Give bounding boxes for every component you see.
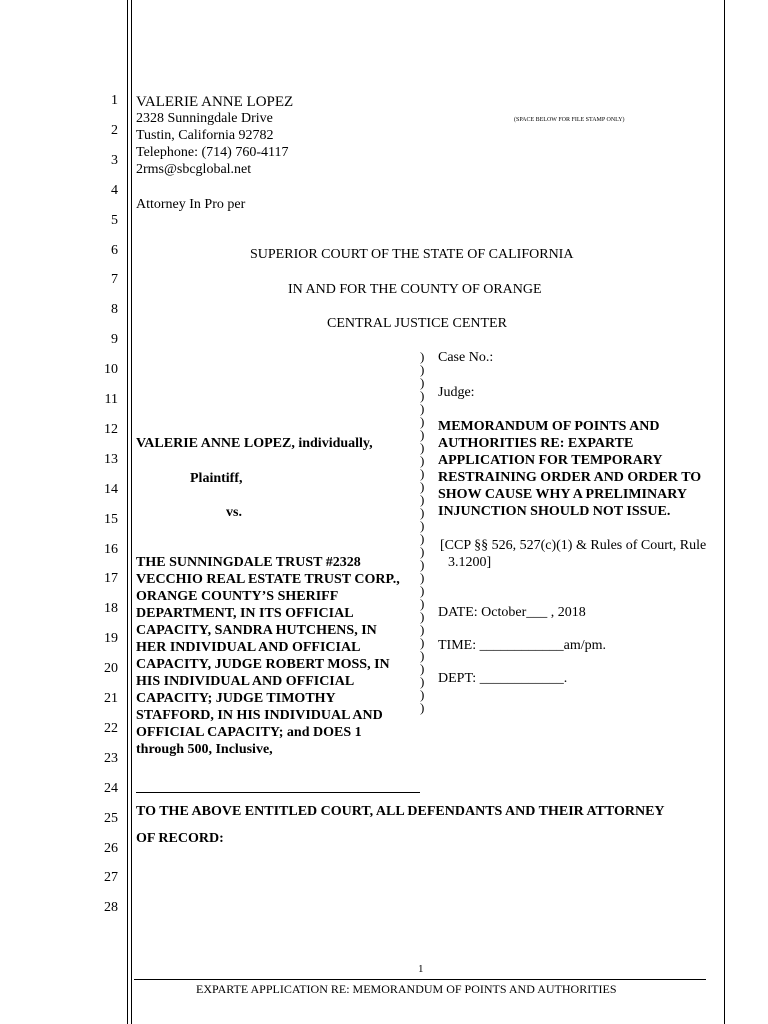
memorandum-title-line: RESTRAINING ORDER AND ORDER TO xyxy=(438,470,702,485)
hearing-time: TIME: ____________am/pm. xyxy=(438,638,606,653)
line-number: 10 xyxy=(104,362,118,377)
caption-paren: ) xyxy=(420,635,425,650)
caption-paren: ) xyxy=(420,505,425,520)
defendant-line: CAPACITY, SANDRA HUTCHENS, IN xyxy=(136,623,377,638)
line-number: 6 xyxy=(111,243,118,258)
memorandum-title-line: SHOW CAUSE WHY A PRELIMINARY xyxy=(438,487,687,502)
line-number: 28 xyxy=(104,900,118,915)
line-number: 18 xyxy=(104,601,118,616)
caption-paren: ) xyxy=(420,596,425,611)
line-number: 26 xyxy=(104,841,118,856)
court-county: IN AND FOR THE COUNTY OF ORANGE xyxy=(288,282,542,297)
hearing-dept: DEPT: ____________. xyxy=(438,671,568,686)
caption-paren: ) xyxy=(420,648,425,663)
defendant-line: through 500, Inclusive, xyxy=(136,742,273,757)
line-number: 25 xyxy=(104,811,118,826)
caption-paren: ) xyxy=(420,492,425,507)
line-number: 4 xyxy=(111,183,118,198)
line-number: 8 xyxy=(111,302,118,317)
address-line1: TO THE ABOVE ENTITLED COURT, ALL DEFENDANTS AND THEIR ATTORNEY xyxy=(136,804,665,819)
line-number: 9 xyxy=(111,332,118,347)
attorney-name: VALERIE ANNE LOPEZ xyxy=(136,94,294,110)
line-number: 12 xyxy=(104,422,118,437)
court-name: SUPERIOR COURT OF THE STATE OF CALIFORNIA xyxy=(250,247,574,262)
line-number: 14 xyxy=(104,482,118,497)
defendant-line: HER INDIVIDUAL AND OFFICIAL xyxy=(136,640,361,655)
caption-paren: ) xyxy=(420,466,425,481)
address-line2: OF RECORD: xyxy=(136,831,224,846)
caption-paren: ) xyxy=(420,674,425,689)
defendant-line: CAPACITY; JUDGE TIMOTHY xyxy=(136,691,336,706)
defendant-line: STAFFORD, IN HIS INDIVIDUAL AND xyxy=(136,708,383,723)
caption-paren: ) xyxy=(420,362,425,377)
file-stamp-note: (SPACE BELOW FOR FILE STAMP ONLY) xyxy=(514,117,625,123)
line-number: 5 xyxy=(111,213,118,228)
judge-label: Judge: xyxy=(438,385,475,400)
line-number: 1 xyxy=(111,93,118,108)
line-number: 19 xyxy=(104,631,118,646)
plaintiff-label: Plaintiff, xyxy=(190,471,243,486)
line-number: 22 xyxy=(104,721,118,736)
memorandum-title-line: AUTHORITIES RE: EXPARTE xyxy=(438,436,634,451)
ccp-citation-line2: 3.1200] xyxy=(448,555,492,570)
caption-paren: ) xyxy=(420,518,425,533)
caption-paren: ) xyxy=(420,427,425,442)
caption-paren: ) xyxy=(420,531,425,546)
ccp-citation-line1: [CCP §§ 526, 527(c)(1) & Rules of Court, Rule xyxy=(440,538,707,553)
line-number: 3 xyxy=(111,153,118,168)
caption-paren: ) xyxy=(420,349,425,364)
memorandum-title-line: APPLICATION FOR TEMPORARY xyxy=(438,453,663,468)
left-margin-rule-outer xyxy=(127,0,128,1024)
left-margin-rule-inner xyxy=(131,0,132,1024)
caption-paren: ) xyxy=(420,609,425,624)
caption-paren: ) xyxy=(420,414,425,429)
line-number: 23 xyxy=(104,751,118,766)
plaintiff-name: VALERIE ANNE LOPEZ, individually, xyxy=(136,436,373,451)
line-number: 20 xyxy=(104,661,118,676)
line-number: 2 xyxy=(111,123,118,138)
attorney-address-line1: 2328 Sunningdale Drive xyxy=(136,111,273,126)
caption-paren: ) xyxy=(420,687,425,702)
defendant-line: OFFICIAL CAPACITY; and DOES 1 xyxy=(136,725,362,740)
caption-bottom-rule xyxy=(136,792,420,793)
line-number: 7 xyxy=(111,272,118,287)
defendant-line: VECCHIO REAL ESTATE TRUST CORP., xyxy=(136,572,400,587)
case-number-label: Case No.: xyxy=(438,350,494,365)
defendant-line: ORANGE COUNTY’S SHERIFF xyxy=(136,589,339,604)
footer-title: EXPARTE APPLICATION RE: MEMORANDUM OF POINTS AND AUTHORITIES xyxy=(196,982,617,996)
attorney-role: Attorney In Pro per xyxy=(136,197,246,212)
caption-paren: ) xyxy=(420,401,425,416)
footer-page-number: 1 xyxy=(418,963,424,975)
caption-paren: ) xyxy=(420,622,425,637)
footer-rule xyxy=(134,979,706,980)
memorandum-title-line: INJUNCTION SHOULD NOT ISSUE. xyxy=(438,504,671,519)
hearing-date: DATE: October___ , 2018 xyxy=(438,605,586,620)
attorney-phone: Telephone: (714) 760-4117 xyxy=(136,145,289,160)
line-number: 17 xyxy=(104,571,118,586)
line-number: 24 xyxy=(104,781,118,796)
caption-paren: ) xyxy=(420,388,425,403)
caption-paren: ) xyxy=(420,479,425,494)
caption-paren: ) xyxy=(420,440,425,455)
line-number: 27 xyxy=(104,870,118,885)
defendant-line: CAPACITY, JUDGE ROBERT MOSS, IN xyxy=(136,657,390,672)
versus-label: vs. xyxy=(226,505,242,520)
right-margin-rule xyxy=(724,0,725,1024)
line-number: 13 xyxy=(104,452,118,467)
caption-paren: ) xyxy=(420,583,425,598)
defendant-line: HIS INDIVIDUAL AND OFFICIAL xyxy=(136,674,355,689)
line-number: 15 xyxy=(104,512,118,527)
defendant-line: DEPARTMENT, IN ITS OFFICIAL xyxy=(136,606,354,621)
attorney-email: 2rms@sbcglobal.net xyxy=(136,162,252,177)
line-number: 16 xyxy=(104,542,118,557)
caption-paren: ) xyxy=(420,700,425,715)
attorney-address-line2: Tustin, California 92782 xyxy=(136,128,274,143)
caption-paren: ) xyxy=(420,375,425,390)
caption-paren: ) xyxy=(420,661,425,676)
caption-paren: ) xyxy=(420,570,425,585)
caption-paren: ) xyxy=(420,453,425,468)
caption-paren: ) xyxy=(420,557,425,572)
defendant-line: THE SUNNINGDALE TRUST #2328 xyxy=(136,555,361,570)
line-number: 21 xyxy=(104,691,118,706)
memorandum-title-line: MEMORANDUM OF POINTS AND xyxy=(438,419,660,434)
line-number: 11 xyxy=(104,392,118,407)
court-center: CENTRAL JUSTICE CENTER xyxy=(327,316,507,331)
caption-paren: ) xyxy=(420,544,425,559)
